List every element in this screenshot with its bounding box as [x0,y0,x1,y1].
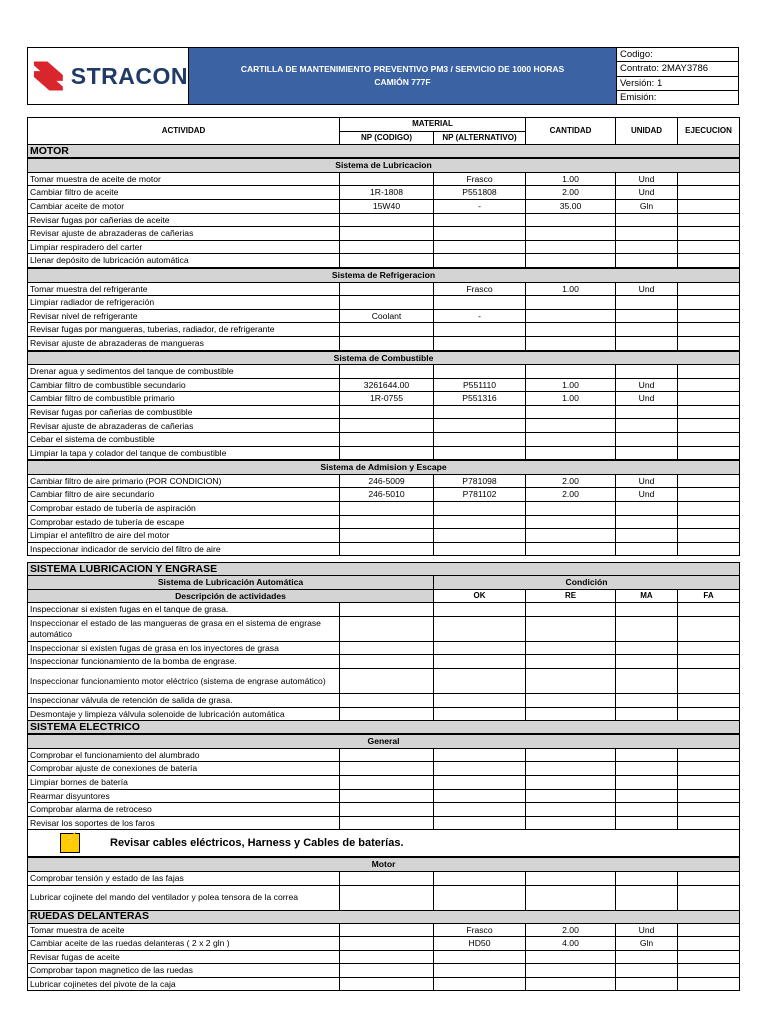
engrase-row: Inspeccionar el estado de las mangueras de grasa en el sistema de engrase automático [28,616,740,641]
lubricacion-row: Tomar muestra de aceite de motor Frasco 1.00 Und [28,172,740,186]
stracon-logo-icon [32,59,65,93]
sub-general: General [28,734,740,748]
ruedas-row: Cambiar aceite de las ruedas delanteras ( 2 x 2 gln ) HD50 4.00 Gln [28,937,740,951]
lubricacion-row: Revisar fugas por cañerias de aceite [28,213,740,227]
admision-row: Comprobar estado de tubería de aspiración [28,502,740,516]
col-actividad: ACTIVIDAD [28,118,340,145]
ejecucion-cell [678,923,740,937]
ruedas-body [28,923,740,991]
ejecucion-cell [678,323,740,337]
ejecucion-cell [678,515,740,529]
ejecucion-cell [678,296,740,310]
engrase-row: Inspeccionar funcionamiento motor eléctrico (sistema de engrase automático) [28,668,740,693]
engrase-subheader [28,576,740,590]
ejecucion-cell [678,977,740,991]
col-np-alternativo: NP (ALTERNATIVO) [434,131,526,145]
ejecucion-cell [678,378,740,392]
electrico-motor-body [28,871,740,910]
ejecucion-cell [678,405,740,419]
admision-row: Comprobar estado de tubería de escape [28,515,740,529]
refrigeracion-row: Tomar muestra del refrigerante Frasco 1.00 Und [28,282,740,296]
electrico-row: Comprobar ajuste de conexiones de batería [28,762,740,776]
engrase-body [28,603,740,721]
combustible-row: Revisar fugas por cañerias de combustible [28,405,740,419]
col-unidad: UNIDAD [616,118,678,145]
sub-refrigeracion: Sistema de Refrigeracion [28,268,740,282]
title-line-1: CARTILLA DE MANTENIMIENTO PREVENTIVO PM3 / SERVICIO DE 1000 HORAS [240,64,565,74]
col-fa: FA [678,589,740,603]
electrico-row: Comprobar alarma de retroceso [28,803,740,817]
contrato-field: Contrato: 2MAY3786 [616,62,738,76]
ejecucion-cell [678,529,740,543]
ejecucion-cell [678,172,740,186]
ejecucion-cell [678,282,740,296]
ejecucion-cell [678,446,740,460]
ejecucion-cell [678,950,740,964]
combustible-row: Cebar el sistema de combustible [28,433,740,447]
electrico-body [28,748,740,830]
section-electrico: SISTEMA ELECTRICO [28,721,740,735]
logo-text: STRACON [70,62,188,89]
ejecucion-cell [678,365,740,379]
lubricacion-row: Limpiar respiradero del carter [28,240,740,254]
ejecucion-cell [678,488,740,502]
ejecucion-cell [678,937,740,951]
ejecucion-cell [678,392,740,406]
ejecucion-cell [678,419,740,433]
lubricacion-row: Llenar depósito de lubricación automática [28,254,740,268]
electrico-motor-row: Lubricar cojinete del mando del ventilador y polea tensora de la correa [28,885,740,910]
ruedas-row: Lubricar cojinetes del pivote de la caja [28,977,740,991]
version-field: Versión: 1 [616,77,738,91]
engrase-table [27,562,740,991]
ejecucion-cell [678,227,740,241]
motor-body [28,158,740,556]
combustible-row: Limpiar la tapa y colador del tanque de combustible [28,446,740,460]
ejecucion-cell [678,309,740,323]
section-engrase: SISTEMA LUBRICACION Y ENGRASE [28,563,740,576]
ruedas-row: Revisar fugas de aceite [28,950,740,964]
electrico-motor-row: Comprobar tensión y estado de las fajas [28,871,740,885]
ejecucion-cell [678,336,740,350]
title-line-2: CAMIÓN 777F [374,77,431,87]
col-np-codigo: NP (CODIGO) [340,131,434,145]
admision-row: Inspeccionar indicador de servicio del filtro de aire [28,542,740,556]
electrico-row: Limpiar bornes de batería [28,775,740,789]
ejecucion-cell [678,213,740,227]
engrase-row: Inspeccionar funcionamiento de la bomba de engrase. [28,655,740,669]
refrigeracion-row: Revisar fugas por mangueras, tuberias, radiador, de refrigerante [28,323,740,337]
ejecucion-cell [678,254,740,268]
ejecucion-cell [678,199,740,213]
ruedas-row: Comprobar tapon magnetico de las ruedas [28,964,740,978]
lubricacion-row: Revisar ajuste de abrazaderas de cañerias [28,227,740,241]
document-meta [616,48,738,104]
document-title [189,48,616,104]
electrical-warning-icon [60,833,80,853]
combustible-row: Cambiar filtro de combustible secundario 3261644.00 P551110 1.00 Und [28,378,740,392]
col-ejecucion: EJECUCION [678,118,740,145]
lubricacion-row: Cambiar aceite de motor 15W40 - 35.00 Gln [28,199,740,213]
combustible-row: Cambiar filtro de combustible primario 1R-0755 P551316 1.00 Und [28,392,740,406]
engrase-row: Desmontaje y limpieza válvula solenoide de lubricación automática [28,707,740,721]
col-re: RE [526,589,616,603]
sub-condicion: Condición [434,576,740,590]
codigo-field: Codigo: [616,48,738,62]
engrase-column-row [28,589,740,603]
ejecucion-cell [678,240,740,254]
sub-admision: Sistema de Admision y Escape [28,460,740,474]
refrigeracion-row: Limpiar radiador de refrigeración [28,296,740,310]
admision-row: Cambiar filtro de aire secundario 246-5010 P781102 2.00 Und [28,488,740,502]
col-ok: OK [434,589,526,603]
col-descripcion: Descripción de actividades [28,589,434,603]
ruedas-row: Tomar muestra de aceite Frasco 2.00 Und [28,923,740,937]
column-header-row [28,118,740,132]
col-material: MATERIAL [340,118,526,132]
section-motor: MOTOR [28,145,740,159]
electrico-row: Comprobar el funcionamiento del alumbrado [28,748,740,762]
ejecucion-cell [678,502,740,516]
electrico-row: Revisar los soportes de los faros [28,816,740,830]
col-ma: MA [616,589,678,603]
ejecucion-cell [678,964,740,978]
engrase-row: Inspeccionar válvula de retención de salida de grasa. [28,693,740,707]
col-cantidad: CANTIDAD [526,118,616,145]
combustible-row: Revisar ajuste de abrazaderas de cañerias [28,419,740,433]
motor-table [27,117,740,556]
admision-row: Cambiar filtro de aire primario (POR CONDICION) 246-5009 P781098 2.00 Und [28,474,740,488]
section-ruedas: RUEDAS DELANTERAS [28,910,740,923]
document-header [27,47,739,105]
sub-lubricacion-automatica: Sistema de Lubricación Automática [28,576,434,590]
sub-lubricacion: Sistema de Lubricacion [28,158,740,172]
warning-row [28,830,740,858]
refrigeracion-row: Revisar ajuste de abrazaderas de mangueras [28,336,740,350]
refrigeracion-row: Revisar nivel de refrigerante Coolant - [28,309,740,323]
ejecucion-cell [678,474,740,488]
emision-field: Emisión: [616,91,738,104]
sub-combustible: Sistema de Combustible [28,351,740,365]
combustible-row: Drenar agua y sedimentos del tanque de combustible [28,365,740,379]
engrase-row: Inspeccionar si existen fugas en el tanque de grasa. [28,603,740,617]
ejecucion-cell [678,433,740,447]
admision-row: Limpiar el antefiltro de aire del motor [28,529,740,543]
electrico-row: Rearmar disyuntores [28,789,740,803]
sub-motor-electrico: Motor [28,857,740,871]
ejecucion-cell [678,186,740,200]
warning-text: Revisar cables eléctricos, Harness y Cables de baterías. [110,837,404,850]
ejecucion-cell [678,542,740,556]
engrase-row: Inspeccionar si existen fugas de grasa en los inyectores de grasa [28,641,740,655]
lubricacion-row: Cambiar filtro de aceite 1R-1808 P551808 2.00 Und [28,186,740,200]
company-logo [28,48,189,104]
